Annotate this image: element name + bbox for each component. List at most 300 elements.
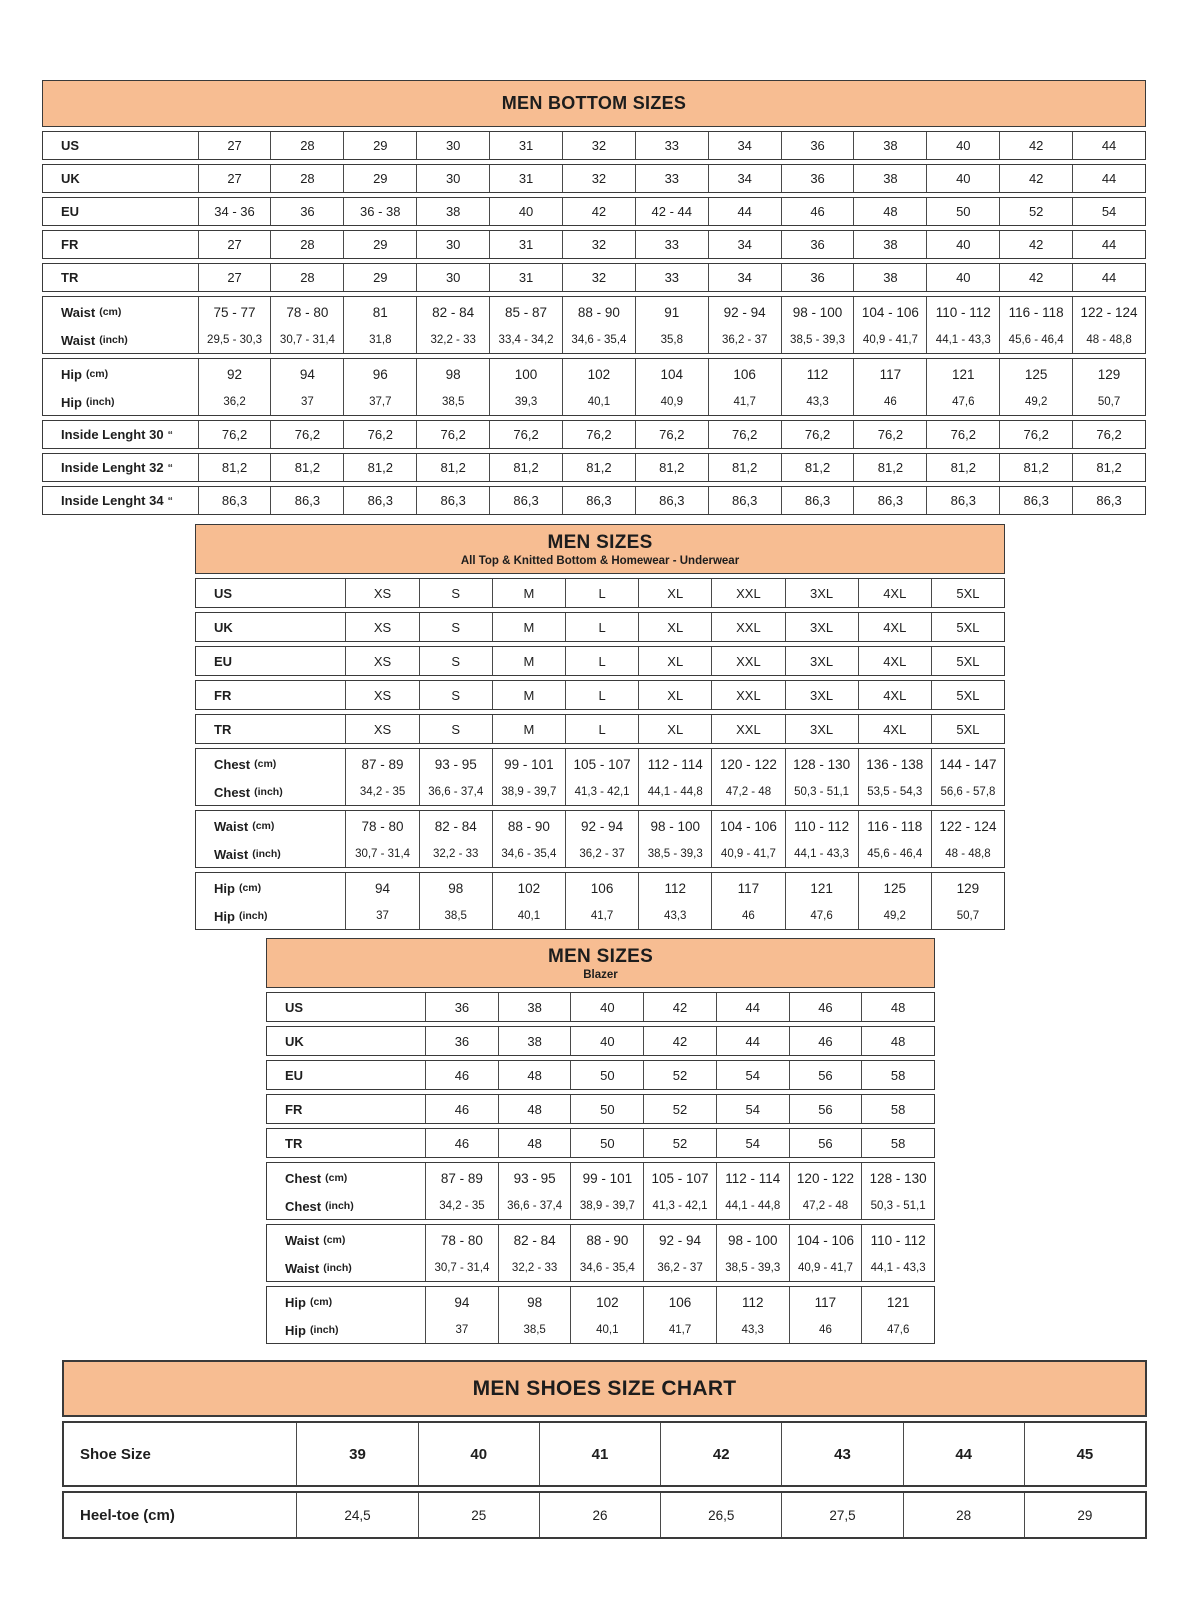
table-cell: 81,2	[1096, 460, 1122, 475]
table-cell: 46	[818, 1033, 833, 1049]
table-column	[789, 1095, 862, 1123]
row-label-text: Hip	[214, 908, 235, 924]
table-cell: 5XL	[956, 687, 980, 703]
row-label	[43, 264, 198, 291]
table-cell: 96	[372, 366, 388, 382]
table-column	[635, 454, 708, 481]
row-label-unit: “	[167, 494, 173, 507]
table-column	[853, 454, 926, 481]
table-cell: 32	[591, 138, 607, 153]
table-column	[643, 1027, 716, 1055]
table-cell: S	[451, 687, 461, 703]
table-column	[931, 715, 1004, 743]
table-cell: 104	[660, 366, 684, 382]
row-label	[196, 873, 345, 903]
table-cell: M	[523, 585, 535, 601]
row-label-column	[43, 198, 198, 225]
row-label-column	[43, 165, 198, 192]
table-cell: 41,7	[668, 1324, 692, 1336]
row-label	[196, 613, 345, 641]
table-cell: 94	[299, 366, 315, 382]
table-column	[716, 1061, 789, 1089]
row-label-column	[196, 715, 345, 743]
table-column	[903, 1423, 1024, 1485]
table-column	[781, 198, 854, 225]
table-cell: 27,5	[829, 1507, 856, 1523]
row-label-unit: (cm)	[238, 882, 262, 894]
table-cell: 36,2 - 37	[721, 334, 768, 346]
table-cell: 33	[664, 237, 680, 252]
table-column	[425, 993, 498, 1021]
table-cell: 86,3	[440, 493, 466, 508]
table-row-group	[42, 486, 1146, 515]
table-cell: 56	[818, 1067, 833, 1083]
table-column	[489, 297, 562, 353]
table-column	[903, 1493, 1024, 1537]
table-cell: 102	[587, 366, 611, 382]
table-cell: 102	[517, 880, 541, 896]
table-row-group	[266, 1224, 935, 1282]
row-label-column	[43, 231, 198, 258]
table-column	[781, 421, 854, 448]
table-cell: 4XL	[883, 585, 907, 601]
table-column	[498, 1027, 571, 1055]
table-cell: 34,2 - 35	[359, 786, 406, 798]
row-label	[43, 487, 198, 514]
table-column	[498, 1129, 571, 1157]
table-cell: 38,5 - 39,3	[647, 848, 703, 860]
table-cell: 41,3 - 42,1	[652, 1200, 708, 1212]
table-column	[562, 198, 635, 225]
table-column	[1072, 359, 1145, 415]
table-cell: 46	[819, 1324, 832, 1336]
table-column	[416, 359, 489, 415]
table-cell: 98	[527, 1294, 543, 1310]
table-men-sizes-blazer	[266, 938, 935, 1344]
table-cell: 38	[883, 237, 898, 252]
table-subtitle: All Top & Knitted Bottom & Homewear - Underwear	[460, 554, 740, 567]
table-column	[711, 873, 784, 929]
row-label-unit: (cm)	[309, 1296, 333, 1308]
row-label-text: Hip	[61, 366, 82, 382]
table-column	[198, 231, 271, 258]
table-column	[711, 681, 784, 709]
table-men-shoes-size-chart	[62, 1360, 1147, 1539]
table-column	[345, 873, 418, 929]
table-cell: 38,5	[444, 910, 467, 922]
table-cell: 81,2	[513, 460, 539, 475]
table-column	[198, 165, 271, 192]
table-cell: 49,2	[1024, 396, 1048, 408]
table-column	[999, 198, 1072, 225]
table-cell: 5XL	[956, 721, 980, 737]
table-cell: 34 - 36	[214, 204, 255, 219]
table-column	[716, 993, 789, 1021]
table-cell: 30,7 - 31,4	[434, 1262, 490, 1274]
row-label-unit: (inch)	[309, 1324, 339, 1336]
table-column	[345, 647, 418, 675]
table-cell: 4XL	[883, 619, 907, 635]
table-column	[345, 579, 418, 607]
table-row-group	[195, 612, 1005, 642]
table-cell: 129	[1097, 366, 1121, 382]
table-cell: 44,1 - 44,8	[647, 786, 703, 798]
table-cell: 28	[300, 270, 315, 285]
table-column	[708, 297, 781, 353]
table-cell: 5XL	[956, 585, 980, 601]
table-column	[861, 1027, 934, 1055]
row-label	[43, 198, 198, 225]
table-cell: 106	[590, 880, 614, 896]
table-cell: 44	[955, 1445, 973, 1463]
table-column	[643, 1129, 716, 1157]
table-column	[343, 132, 416, 159]
table-cell: 43,3	[741, 1324, 764, 1336]
table-cell: 44	[1101, 171, 1117, 186]
table-cell: 78 - 80	[440, 1232, 483, 1248]
table-cell: L	[598, 653, 606, 669]
row-label-text: Chest	[214, 756, 251, 772]
table-column	[931, 647, 1004, 675]
row-label-column	[64, 1423, 296, 1485]
table-cell: 34	[737, 138, 752, 153]
table-column	[853, 165, 926, 192]
table-cell: 122 - 124	[939, 818, 997, 834]
table-cell: 86,3	[659, 493, 685, 508]
table-cell: 3XL	[810, 619, 834, 635]
table-cell: 40,9	[660, 396, 683, 408]
row-label-text: FR	[214, 687, 232, 703]
table-column	[708, 132, 781, 159]
table-cell: 81,2	[804, 460, 831, 475]
table-cell: 76,2	[877, 427, 904, 442]
table-cell: 81,2	[1023, 460, 1049, 475]
table-cell: 76,2	[1023, 427, 1049, 442]
table-row-group	[42, 296, 1146, 354]
table-column	[635, 421, 708, 448]
table-column	[343, 264, 416, 291]
table-cell: 76,2	[1096, 427, 1122, 442]
table-header	[266, 938, 935, 988]
table-column	[861, 1287, 934, 1343]
table-cell: 47,2 - 48	[802, 1200, 849, 1212]
table-cell: 86,3	[877, 493, 904, 508]
table-cell: 28	[956, 1507, 972, 1523]
row-label-column	[196, 613, 345, 641]
row-label-text: Shoe Size	[80, 1445, 151, 1463]
table-cell: 48 - 48,8	[945, 848, 991, 860]
table-column	[711, 613, 784, 641]
table-column	[419, 681, 492, 709]
table-cell: 112 - 114	[725, 1170, 781, 1186]
row-label-unit: (cm)	[252, 820, 275, 832]
table-column	[635, 359, 708, 415]
table-cell: 38	[527, 1033, 542, 1049]
row-label-column	[196, 749, 345, 805]
table-cell: 44	[1101, 270, 1117, 285]
table-cell: 46	[454, 1135, 470, 1151]
table-title: MEN BOTTOM SIZES	[501, 93, 687, 113]
table-cell: 39	[349, 1445, 366, 1463]
row-label-column	[267, 993, 425, 1021]
table-cell: 46	[742, 910, 755, 922]
row-label-text: Waist	[285, 1232, 320, 1248]
table-cell: 31	[518, 171, 534, 186]
table-row-group	[62, 1491, 1147, 1539]
table-row-group	[195, 646, 1005, 676]
table-column	[785, 647, 858, 675]
row-label-unit: (cm)	[99, 306, 122, 318]
table-column	[1072, 454, 1145, 481]
table-column	[931, 749, 1004, 805]
table-cell: 39,3	[514, 396, 538, 408]
row-label-column	[64, 1493, 296, 1537]
table-cell: 86,3	[221, 493, 248, 508]
table-cell: 56,6 - 57,8	[940, 786, 996, 798]
table-cell: 144 - 147	[939, 756, 997, 772]
table-cell: 88 - 90	[586, 1232, 629, 1248]
row-label-text: Chest	[214, 784, 251, 800]
row-label	[43, 359, 198, 389]
table-column	[565, 681, 638, 709]
table-column	[789, 1061, 862, 1089]
table-cell: 50,3 - 51,1	[870, 1200, 926, 1212]
table-column	[425, 1163, 498, 1219]
table-cell: M	[523, 653, 535, 669]
table-column	[1024, 1493, 1145, 1537]
table-cell: 98 - 100	[650, 818, 701, 834]
table-column	[853, 132, 926, 159]
table-column	[858, 647, 931, 675]
table-column	[270, 132, 343, 159]
table-cell: 78 - 80	[286, 304, 329, 320]
table-column	[198, 198, 271, 225]
table-cell: 41,3 - 42,1	[574, 786, 630, 798]
table-cell: 5XL	[956, 653, 980, 669]
table-cell: 81	[372, 304, 388, 320]
row-label	[267, 1061, 425, 1089]
table-row-group	[62, 1421, 1147, 1487]
table-cell: 58	[890, 1067, 906, 1083]
row-label-text: Waist	[214, 818, 249, 834]
table-column	[565, 579, 638, 607]
table-column	[781, 1493, 902, 1537]
table-row-group	[195, 810, 1005, 868]
table-cell: 40,9 - 41,7	[797, 1262, 853, 1274]
row-label-column	[196, 579, 345, 607]
table-cell: XXL	[736, 687, 761, 703]
table-column	[861, 1095, 934, 1123]
table-cell: 33	[664, 138, 680, 153]
table-cell: 46	[810, 204, 825, 219]
row-label-unit: (cm)	[254, 758, 277, 770]
table-row-group	[42, 358, 1146, 416]
row-label-text: Inside Lenght 32	[61, 460, 164, 475]
table-column	[785, 873, 858, 929]
table-cell: 33	[664, 270, 680, 285]
table-cell: 81,2	[221, 460, 248, 475]
table-cell: 36 - 38	[360, 204, 401, 219]
table-column	[1072, 421, 1145, 448]
table-column	[716, 1027, 789, 1055]
table-column	[416, 264, 489, 291]
table-column	[416, 165, 489, 192]
row-label-column	[43, 132, 198, 159]
row-label-text: UK	[61, 171, 80, 186]
table-cell: 93 - 95	[513, 1170, 556, 1186]
table-column	[565, 811, 638, 867]
table-column	[638, 681, 711, 709]
row-label-column	[196, 873, 345, 929]
row-label-text: UK	[214, 619, 233, 635]
row-label	[64, 1423, 296, 1485]
row-label-column	[267, 1129, 425, 1157]
table-cell: 40	[600, 999, 615, 1015]
table-cell: S	[451, 653, 461, 669]
row-label-unit: “	[167, 461, 173, 474]
table-cell: 104 - 106	[719, 818, 777, 834]
table-cell: XXL	[736, 585, 761, 601]
table-column	[416, 231, 489, 258]
table-subtitle: Blazer	[583, 968, 618, 981]
table-column	[419, 613, 492, 641]
table-cell: 100	[514, 366, 538, 382]
table-cell: 129	[956, 880, 980, 896]
table-column	[1072, 487, 1145, 514]
table-cell: 45,6 - 46,4	[1008, 334, 1064, 346]
table-cell: 52	[672, 1067, 688, 1083]
table-column	[343, 421, 416, 448]
table-column	[562, 231, 635, 258]
table-column	[492, 613, 565, 641]
table-cell: 93 - 95	[434, 756, 477, 772]
table-cell: 30	[445, 138, 461, 153]
row-label-unit: (inch)	[252, 848, 281, 860]
table-cell: 34	[737, 270, 752, 285]
table-column	[781, 454, 854, 481]
table-cell: 76,2	[440, 427, 466, 442]
table-cell: 86,3	[294, 493, 321, 508]
table-column	[926, 231, 999, 258]
table-cell: 94	[454, 1294, 470, 1310]
table-cell: 99 - 101	[504, 756, 554, 772]
table-cell: 38,5	[441, 396, 465, 408]
table-column	[781, 231, 854, 258]
row-label	[43, 454, 198, 481]
table-cell: 92 - 94	[659, 1232, 702, 1248]
table-cell: 128 - 130	[793, 756, 851, 772]
row-label-column	[267, 1027, 425, 1055]
table-column	[1072, 231, 1145, 258]
table-column	[853, 297, 926, 353]
table-cell: 27	[227, 171, 242, 186]
table-cell: 40,9 - 41,7	[862, 334, 918, 346]
table-cell: 86,3	[367, 493, 393, 508]
table-cell: M	[523, 619, 535, 635]
table-cell: 34,6 - 35,4	[571, 334, 627, 346]
table-column	[785, 715, 858, 743]
table-cell: 48	[890, 1033, 906, 1049]
table-column	[565, 613, 638, 641]
table-cell: 36,2	[223, 396, 246, 408]
table-cell: 106	[733, 366, 756, 382]
table-column	[489, 198, 562, 225]
row-label-unit: (cm)	[325, 1172, 348, 1184]
table-cell: 88 - 90	[507, 818, 550, 834]
table-row-group	[195, 714, 1005, 744]
table-cell: 30	[445, 237, 461, 252]
table-cell: 117	[814, 1294, 837, 1310]
table-cell: 47,6	[810, 910, 833, 922]
row-label	[196, 749, 345, 779]
table-men-sizes-top	[195, 524, 1005, 930]
table-column	[785, 749, 858, 805]
table-cell: 5XL	[956, 619, 980, 635]
table-column	[198, 264, 271, 291]
table-column	[489, 454, 562, 481]
table-column	[785, 613, 858, 641]
table-cell: 82 - 84	[513, 1232, 556, 1248]
table-body	[195, 578, 1005, 930]
table-column	[708, 198, 781, 225]
table-column	[419, 811, 492, 867]
table-column	[999, 359, 1072, 415]
table-men-bottom-sizes	[42, 80, 1146, 515]
row-label	[267, 993, 425, 1021]
table-column	[926, 264, 999, 291]
table-cell: L	[598, 585, 606, 601]
table-column	[425, 1095, 498, 1123]
table-cell: 117	[737, 880, 760, 896]
row-label-unit: (inch)	[85, 396, 115, 408]
table-cell: 86,3	[586, 493, 612, 508]
table-cell: 112	[806, 366, 829, 382]
table-cell: 38	[883, 138, 898, 153]
row-label-text: Hip	[285, 1322, 306, 1338]
table-cell: 128 - 130	[869, 1170, 927, 1186]
row-label-text: Waist	[61, 304, 96, 320]
table-column	[999, 421, 1072, 448]
row-label	[43, 327, 198, 353]
row-label-text: FR	[285, 1101, 303, 1117]
table-cell: 44	[1101, 237, 1117, 252]
table-cell: 32,2 - 33	[433, 848, 479, 860]
row-label-unit: (inch)	[238, 910, 268, 922]
table-body	[266, 992, 935, 1344]
table-cell: 36	[810, 270, 825, 285]
table-cell: 76,2	[804, 427, 831, 442]
table-column	[570, 993, 643, 1021]
table-row-group	[266, 992, 935, 1022]
table-cell: 36,6 - 37,4	[507, 1200, 563, 1212]
row-label	[196, 647, 345, 675]
table-cell: 46	[818, 999, 833, 1015]
table-cell: 3XL	[810, 653, 834, 669]
table-cell: 78 - 80	[361, 818, 404, 834]
table-row-group	[42, 453, 1146, 482]
row-label-text: EU	[214, 653, 233, 669]
row-label	[43, 421, 198, 448]
table-cell: 41	[591, 1445, 609, 1463]
table-row-group	[195, 680, 1005, 710]
table-cell: 50,7	[956, 910, 980, 922]
table-cell: L	[598, 619, 606, 635]
table-cell: 81,2	[950, 460, 976, 475]
table-cell: 44	[745, 999, 760, 1015]
row-label	[267, 1317, 425, 1343]
table-column	[343, 359, 416, 415]
table-cell: 3XL	[810, 585, 834, 601]
